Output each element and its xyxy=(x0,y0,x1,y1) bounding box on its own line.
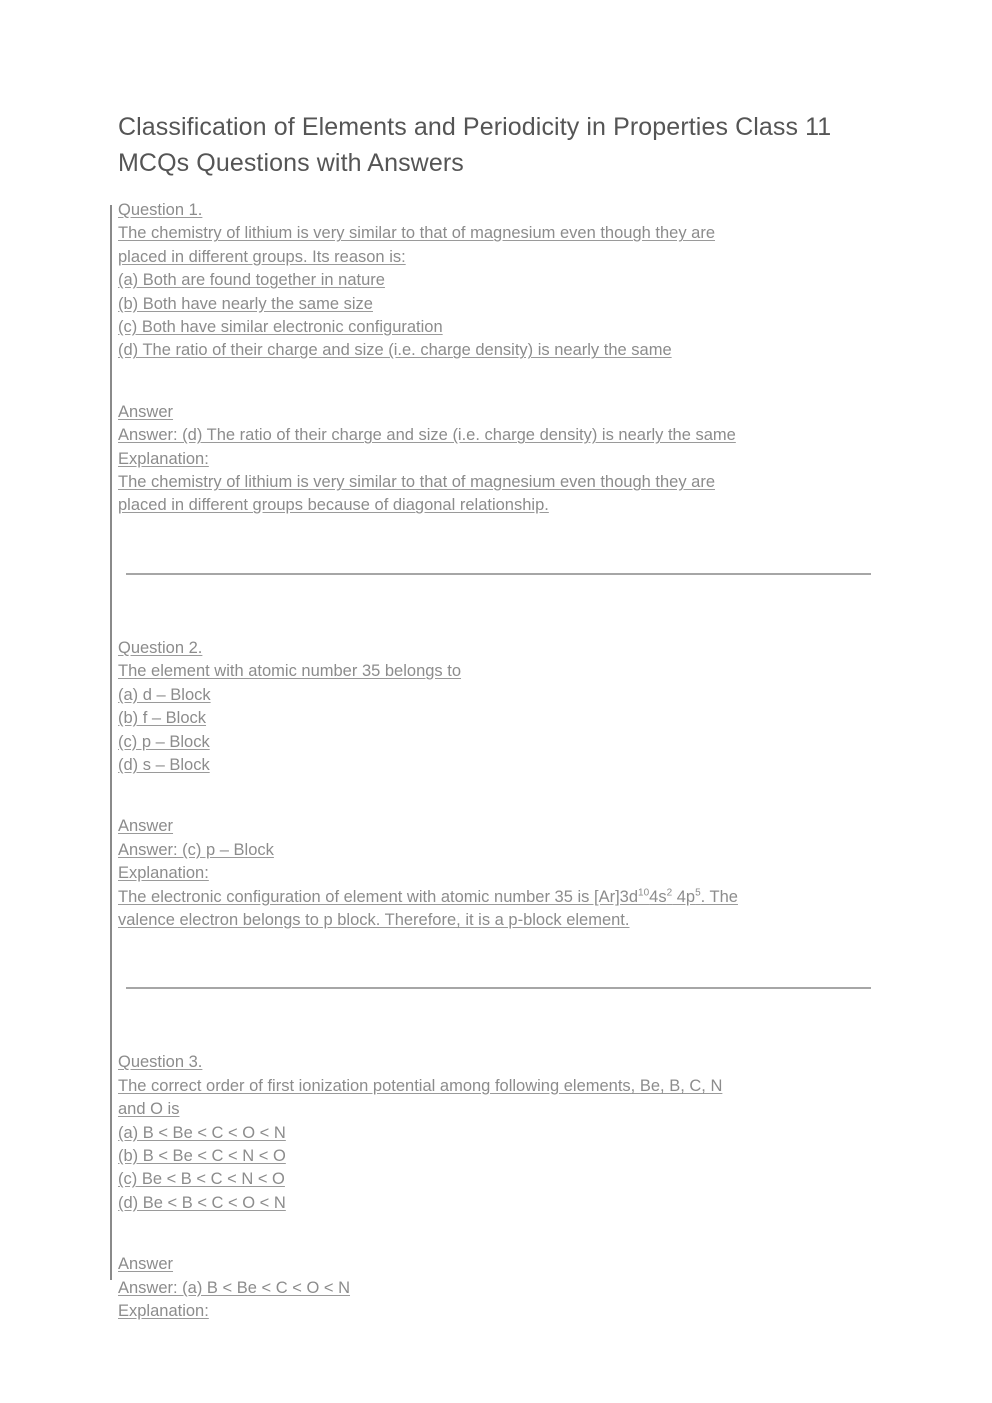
option-a[interactable]: (a) Both are found together in nature xyxy=(118,271,385,290)
answer-toggle[interactable]: Answer xyxy=(118,402,174,421)
spacer xyxy=(118,988,878,1051)
explanation-label: Explanation: xyxy=(118,864,209,883)
option-a[interactable]: (a) d – Block xyxy=(118,685,211,704)
question-text-line: The element with atomic number 35 belongs to xyxy=(118,662,462,681)
answer-line: Answer: (d) The ratio of their charge and size (i.e. charge density) is nearly the same xyxy=(118,426,736,445)
option-c[interactable]: (c) Be < B < C < N < O xyxy=(118,1170,285,1189)
question-text-line: placed in different groups. Its reason is: xyxy=(118,247,406,266)
option-b[interactable]: (b) Both have nearly the same size xyxy=(118,294,373,313)
explanation-text-pre: The electronic configuration of element with atomic number 35 is [Ar]3d xyxy=(118,887,639,906)
question-text-line: and O is xyxy=(118,1100,180,1119)
left-margin-rule xyxy=(110,205,112,1280)
superscript-5: 5 xyxy=(695,887,701,899)
question-label: Question 2. xyxy=(118,638,203,657)
spacer xyxy=(118,363,878,401)
question-label: Question 3. xyxy=(118,1053,203,1072)
spacer xyxy=(118,518,878,573)
superscript-10: 10 xyxy=(638,887,650,899)
explanation-label: Explanation: xyxy=(118,1302,209,1320)
question-block-1 xyxy=(118,199,878,518)
answer-line: Answer: (c) p – Block xyxy=(118,840,274,859)
option-c[interactable]: (c) Both have similar electronic configuration xyxy=(118,318,443,337)
superscript-2: 2 xyxy=(666,887,673,899)
explanation-text-post: . The xyxy=(700,887,738,906)
option-b[interactable]: (b) f – Block xyxy=(118,709,207,728)
question-text-line: The chemistry of lithium is very similar to that of magnesium even though they are xyxy=(118,224,716,243)
question-label: Question 1. xyxy=(118,201,203,219)
explanation-line: valence electron belongs to p block. Therefore, it is a p-block element. xyxy=(118,910,630,929)
explanation-line xyxy=(118,886,878,909)
option-d[interactable]: (d) Be < B < C < O < N xyxy=(118,1193,286,1212)
page-title: Classification of Elements and Periodicity in Properties Class 11 MCQs Questions with Answers xyxy=(118,113,832,177)
explanation-label: Explanation: xyxy=(118,449,209,468)
spacer xyxy=(118,574,878,637)
option-d[interactable]: (d) The ratio of their charge and size (i.e. charge density) is nearly the same xyxy=(118,341,672,360)
spacer xyxy=(118,1215,878,1253)
explanation-line: placed in different groups because of diagonal relationship. xyxy=(118,496,549,515)
explanation-text-mid2: 4p xyxy=(672,887,696,906)
question-text-line: The correct order of first ionization potential among following elements, Be, B, C, N xyxy=(118,1076,723,1095)
option-c[interactable]: (c) p – Block xyxy=(118,732,210,751)
question-block-3 xyxy=(118,1051,878,1323)
option-a[interactable]: (a) B < Be < C < O < N xyxy=(118,1123,286,1142)
answer-line: Answer: (a) B < Be < C < O < N xyxy=(118,1278,351,1297)
explanation-line: The chemistry of lithium is very similar to that of magnesium even though they are xyxy=(118,473,716,492)
option-d[interactable]: (d) s – Block xyxy=(118,755,210,774)
answer-toggle[interactable]: Answer xyxy=(118,817,174,836)
spacer xyxy=(118,932,878,987)
option-b[interactable]: (b) B < Be < C < N < O xyxy=(118,1146,286,1165)
question-block-2 xyxy=(118,637,878,932)
answer-toggle[interactable]: Answer xyxy=(118,1255,174,1274)
explanation-text-mid: 4s xyxy=(649,887,667,906)
document-content xyxy=(118,110,878,1323)
spacer xyxy=(118,777,878,815)
